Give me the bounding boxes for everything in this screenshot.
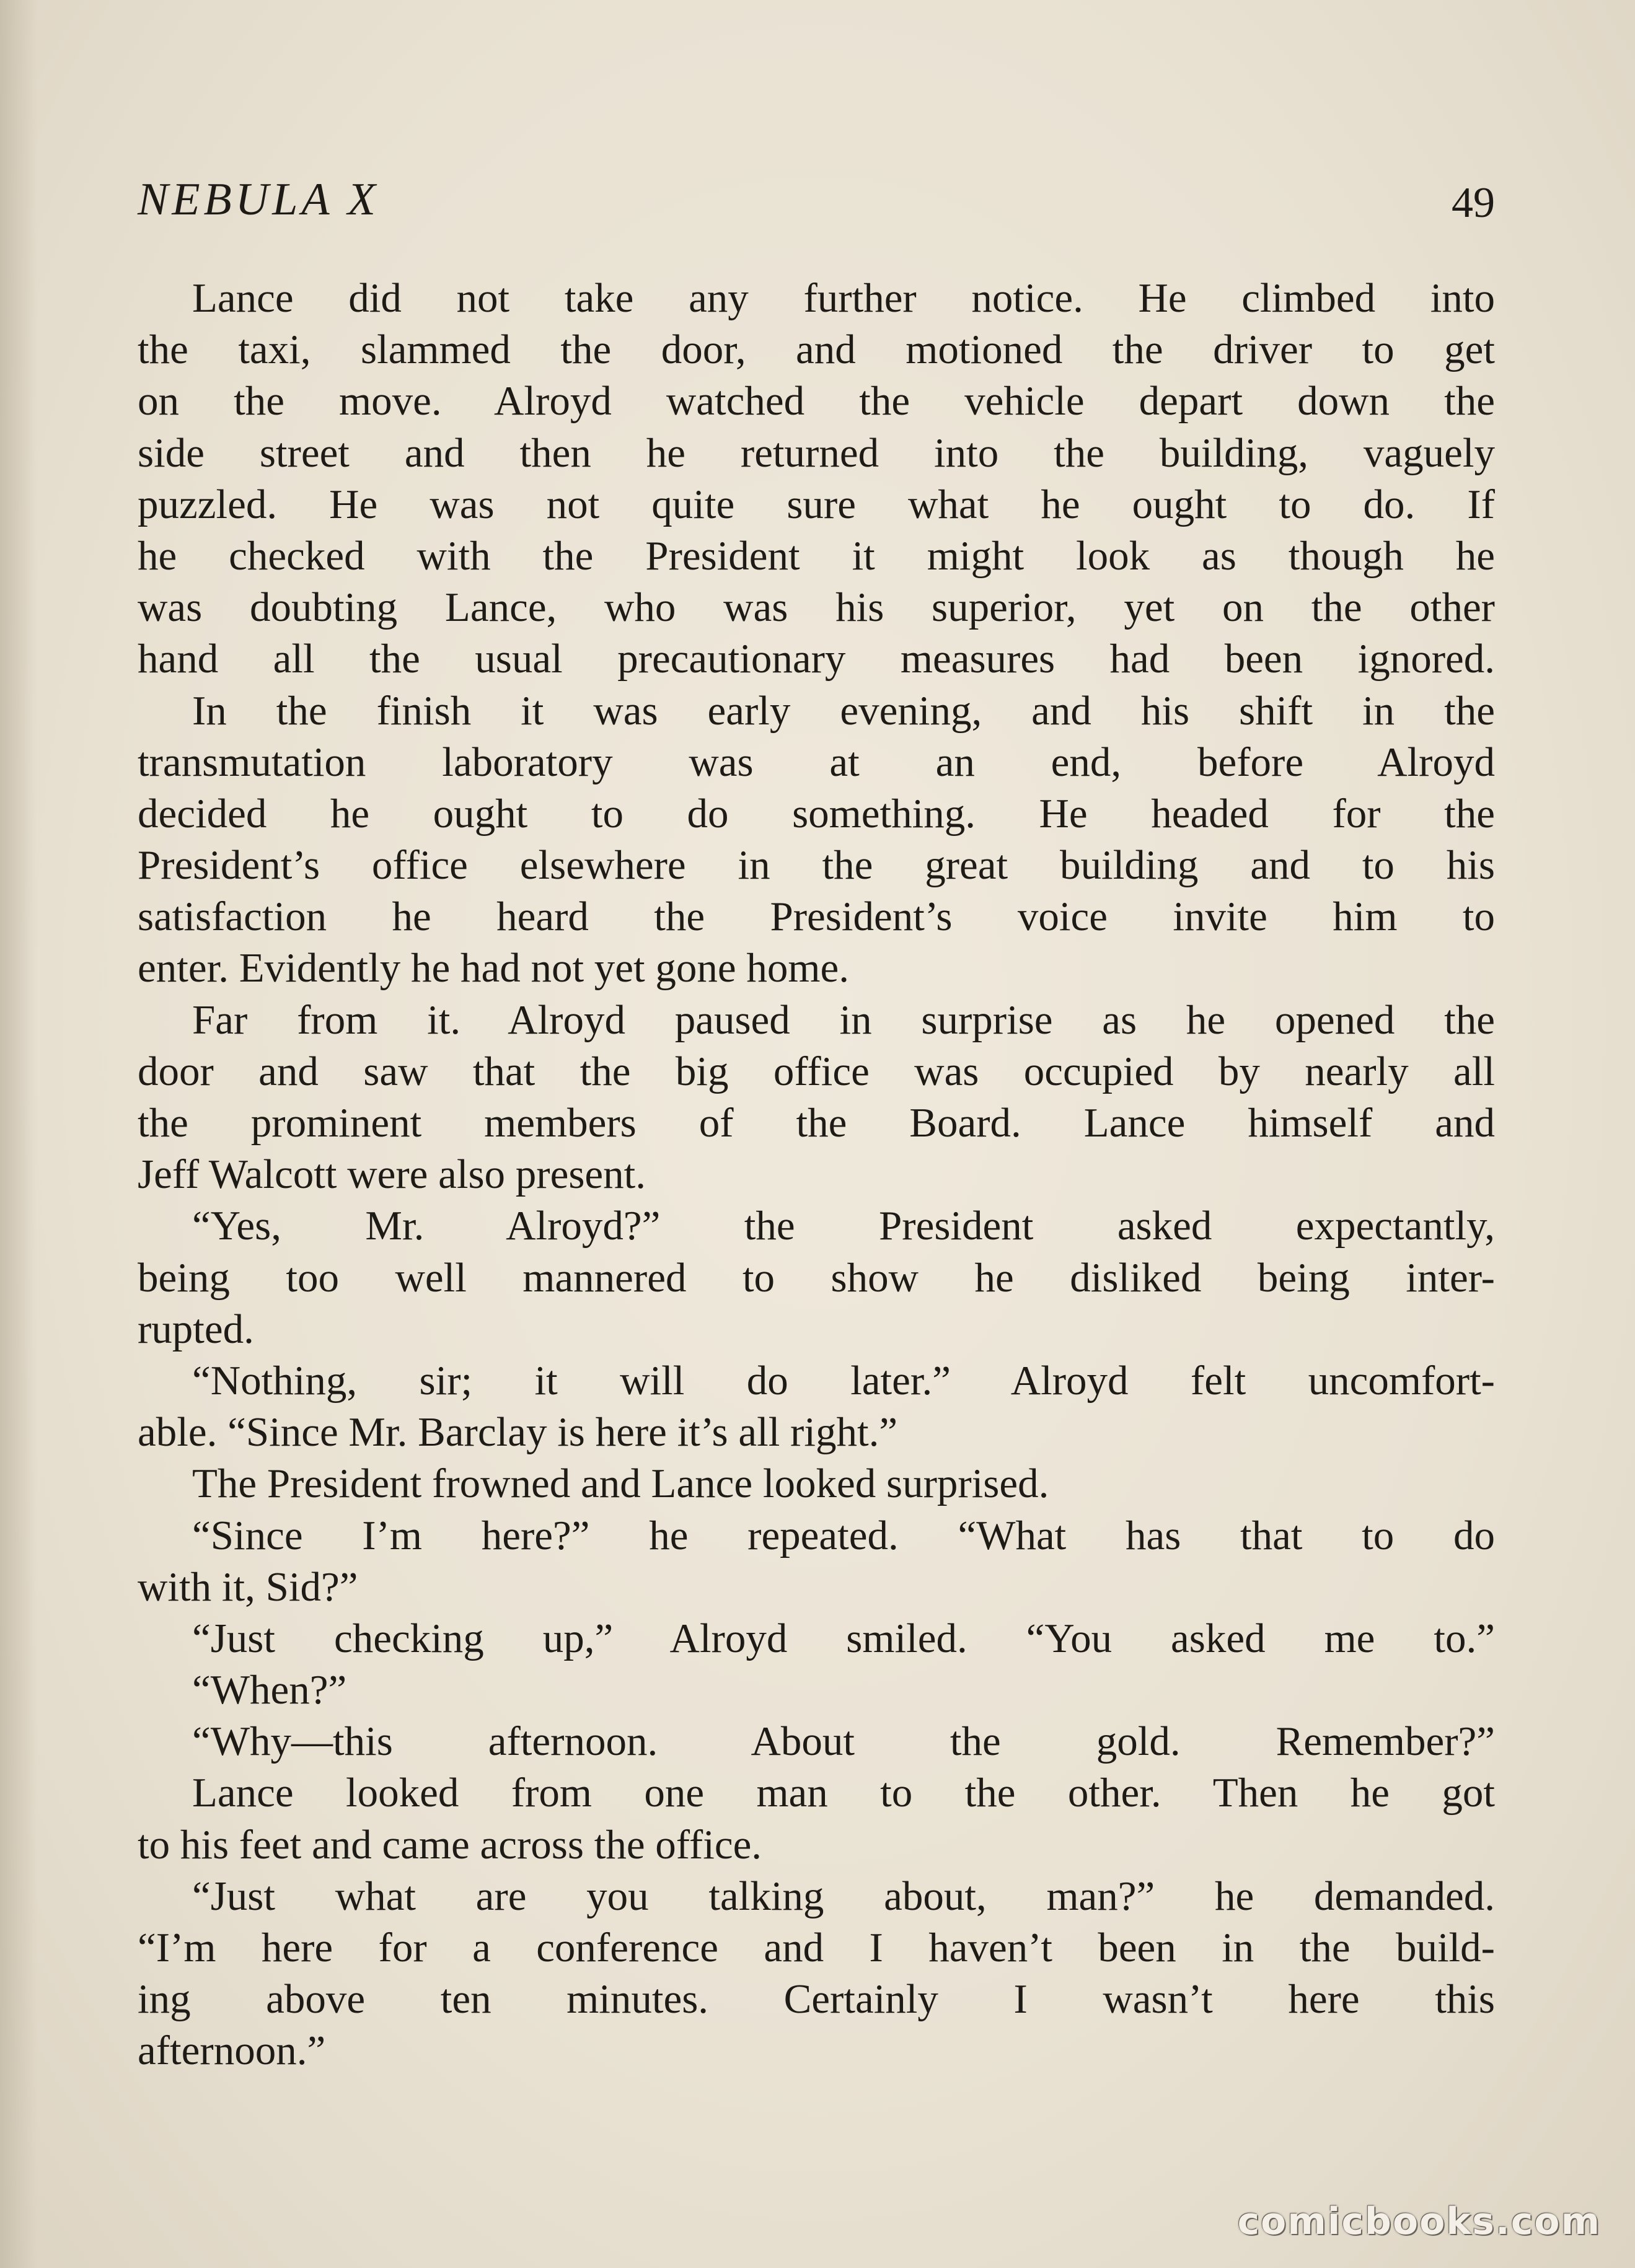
text-line: “Nothing, sir; it will do later.” Alroyd felt uncomfort-: [192, 1357, 1495, 1404]
text-line: on the move. Alroyd watched the vehicle depart down the: [138, 378, 1495, 424]
text-line: enter. Evidently he had not yet gone home.: [138, 945, 849, 991]
text-line: hand all the usual precautionary measures had been ignored.: [138, 636, 1495, 682]
running-title: NEBULA X: [138, 174, 379, 225]
page-edge-shadow: [0, 0, 37, 2268]
text-line: puzzled. He was not quite sure what he ought to do. If: [138, 481, 1495, 527]
text-line: able. “Since Mr. Barclay is here it’s all right.”: [138, 1409, 898, 1456]
page-number: 49: [1452, 179, 1495, 227]
text-line: “Just what are you talking about, man?” he demanded.: [192, 1873, 1495, 1919]
watermark-logo: comicbooks.com: [1237, 2200, 1601, 2243]
text-line: “Why—this afternoon. About the gold. Remember?”: [192, 1718, 1495, 1765]
text-line: afternoon.”: [138, 2028, 326, 2074]
text-line: door and saw that the big office was occupied by nearly all: [138, 1048, 1495, 1094]
text-line: “Since I’m here?” he repeated. “What has that to do: [192, 1512, 1495, 1558]
text-line: Lance looked from one man to the other. Then he got: [192, 1770, 1495, 1816]
text-line: “Just checking up,” Alroyd smiled. “You asked me to.”: [192, 1615, 1495, 1661]
text-line: transmutation laboratory was at an end, before Alroyd: [138, 739, 1495, 785]
text-line: the taxi, slammed the door, and motioned the driver to get: [138, 327, 1495, 373]
text-line: he checked with the President it might look as though he: [138, 532, 1495, 579]
text-line: the prominent members of the Board. Lance himself and: [138, 1100, 1495, 1146]
text-line: Far from it. Alroyd paused in surprise as he opened the: [192, 996, 1495, 1043]
text-line: being too well mannered to show he disliked being inter-: [138, 1254, 1495, 1301]
text-line: with it, Sid?”: [138, 1563, 358, 1610]
text-line: “Yes, Mr. Alroyd?” the President asked expectantly,: [192, 1203, 1495, 1249]
text-line: rupted.: [138, 1306, 254, 1352]
body-text: [138, 273, 1495, 2077]
text-line: to his feet and came across the office.: [138, 1821, 762, 1868]
text-line: “I’m here for a conference and I haven’t been in the build-: [138, 1925, 1495, 1971]
text-line: The President frowned and Lance looked surprised.: [192, 1461, 1049, 1507]
text-line: satisfaction he heard the President’s voice invite him to: [138, 894, 1495, 940]
text-line: In the finish it was early evening, and his shift in the: [192, 687, 1495, 734]
text-line: “When?”: [192, 1667, 347, 1713]
text-line: President’s office elsewhere in the great building and to his: [138, 842, 1495, 889]
text-line: side street and then he returned into the building, vaguely: [138, 429, 1495, 476]
text-line: was doubting Lance, who was his superior, yet on the other: [138, 584, 1495, 631]
text-line: ing above ten minutes. Certainly I wasn’t here this: [138, 1976, 1495, 2023]
text-line: Jeff Walcott were also present.: [138, 1151, 646, 1198]
text-line: decided he ought to do something. He headed for the: [138, 790, 1495, 837]
running-header: [138, 169, 1495, 231]
text-line: Lance did not take any further notice. He climbed into: [192, 275, 1495, 321]
